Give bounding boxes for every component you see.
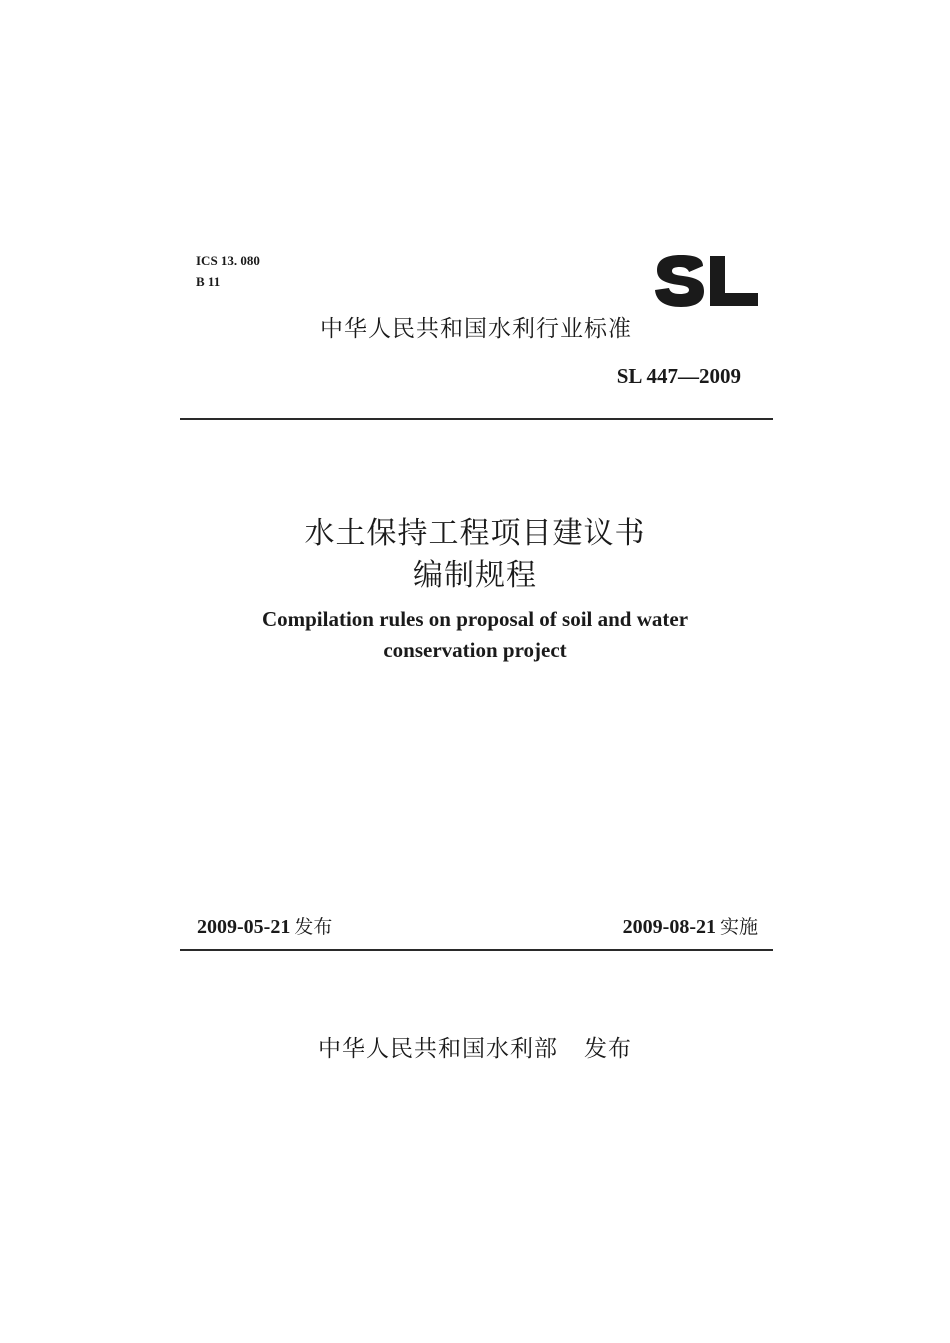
publisher-line [0,1030,950,1063]
bottom-divider [180,949,773,951]
effective-label: 实施 [719,916,758,938]
issue-label: 发布 [294,916,333,938]
classification-codes [196,250,260,292]
title-english-line-2: conservation project [383,638,567,662]
title-chinese-line-1: 水土保持工程项目建议书 [304,516,646,551]
ccs-code: B 11 [196,274,221,289]
effective-date-block [623,912,758,939]
standard-number: SL 447—2009 [616,364,741,388]
publisher-name: 中华人民共和国水利部 [318,1036,558,1062]
issue-date: 2009-05-21 [197,916,291,938]
sl-logo [654,255,760,307]
issue-date-block [197,912,332,939]
publisher-label: 发布 [584,1036,632,1062]
title-chinese-line-2: 编制规程 [413,558,537,593]
issuing-authority: 中华人民共和国水利行业标准 [320,316,632,342]
top-divider [180,418,773,420]
effective-date: 2009-08-21 [622,916,716,938]
title-english-line-1: Compilation rules on proposal of soil and water [261,607,689,631]
ics-code: ICS 13. 080 [196,253,260,268]
